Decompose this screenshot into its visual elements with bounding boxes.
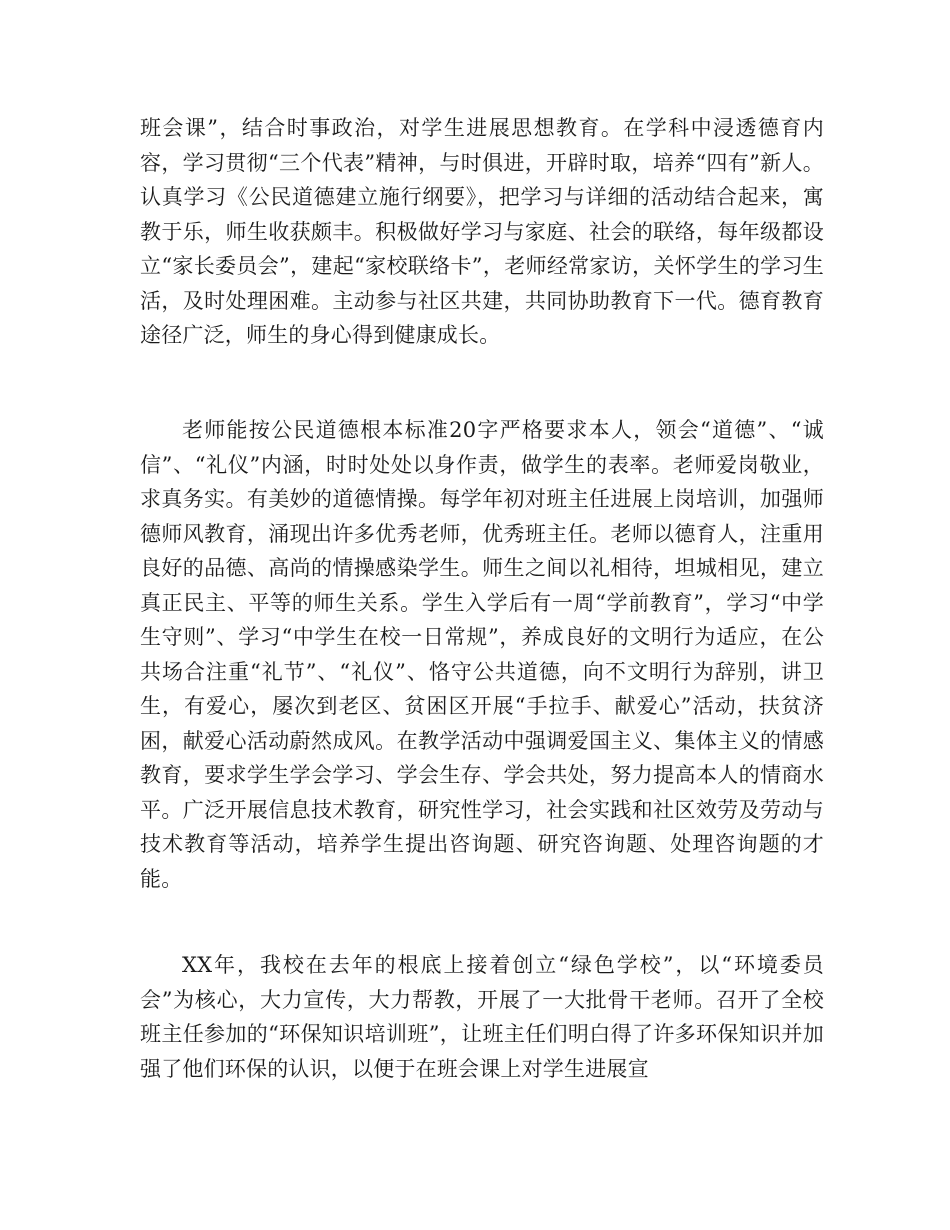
paragraph-text: XX年，我校在去年的根底上接着创立“绿色学校”，以“环境委员会”为核心，大力宣传，大力帮教，开展了一大批骨干老师。召开了全校班主任参加的“环保知识培训班”，让班主任们明白得了许多环保知识并加强了他们环保的认识，以便于在班会课上对学生进展宣 (140, 953, 824, 1081)
paragraph-text: 班会课”，结合时事政治，对学生进展思想教育。在学科中浸透德育内容，学习贯彻“三个代表”精神，与时俱进，开辟时取，培养“四有”新人。认真学习《公民道德建立施行纲要》，把学习与详细的活动结合起来，寓教于乐，师生收获颇丰。积极做好学习与家庭、社会的联络，每年级都设立“家长委员会”，建起“家校联络卡”，老师经常家访，关怀学生的学习生活，及时处理困难。主动参与社区共建，共同协助教育下一代。德育教育途径广泛，师生的身心得到健康成长。 (140, 116, 824, 347)
paragraph-text: 老师能按公民道德根本标准20字严格要求本人，领会“道德”、“诚信”、“礼仪”内涵，时时处处以身作责，做学生的表率。老师爱岗敬业，求真务实。有美妙的道德情操。每学年初对班主任进展上岗培训，加强师德师风教育，涌现出许多优秀老师，优秀班主任。老师以德育人，注重用良好的品德、高尚的情操感染学生。师生之间以礼相待，坦城相见，建立真正民主、平等的师生关系。学生入学后有一周“学前教育”，学习“中学生守则”、学习“中学生在校一日常规”，养成良好的文明行为适应，在公共场合注重“礼节”、“礼仪”、恪守公共道德，向不文明行为辞别，讲卫生，有爱心，屡次到老区、贫困区开展“手拉手、献爱心”活动，扶贫济困，献爱心活动蔚然成风。在教学活动中强调爱国主义、集体主义的情感教育，要求学生学会学习、学会生存、学会共处，努力提高本人的情商水平。广泛开展信息技术教育，研究性学习，社会实践和社区效劳及劳动与技术教育等活动，培养学生提出咨询题、研究咨询题、处理咨询题的才能。 (140, 418, 824, 891)
paragraph-block-2 (140, 413, 824, 896)
paragraph-block-3 (140, 948, 824, 1086)
paragraph-block-1 (140, 111, 824, 353)
